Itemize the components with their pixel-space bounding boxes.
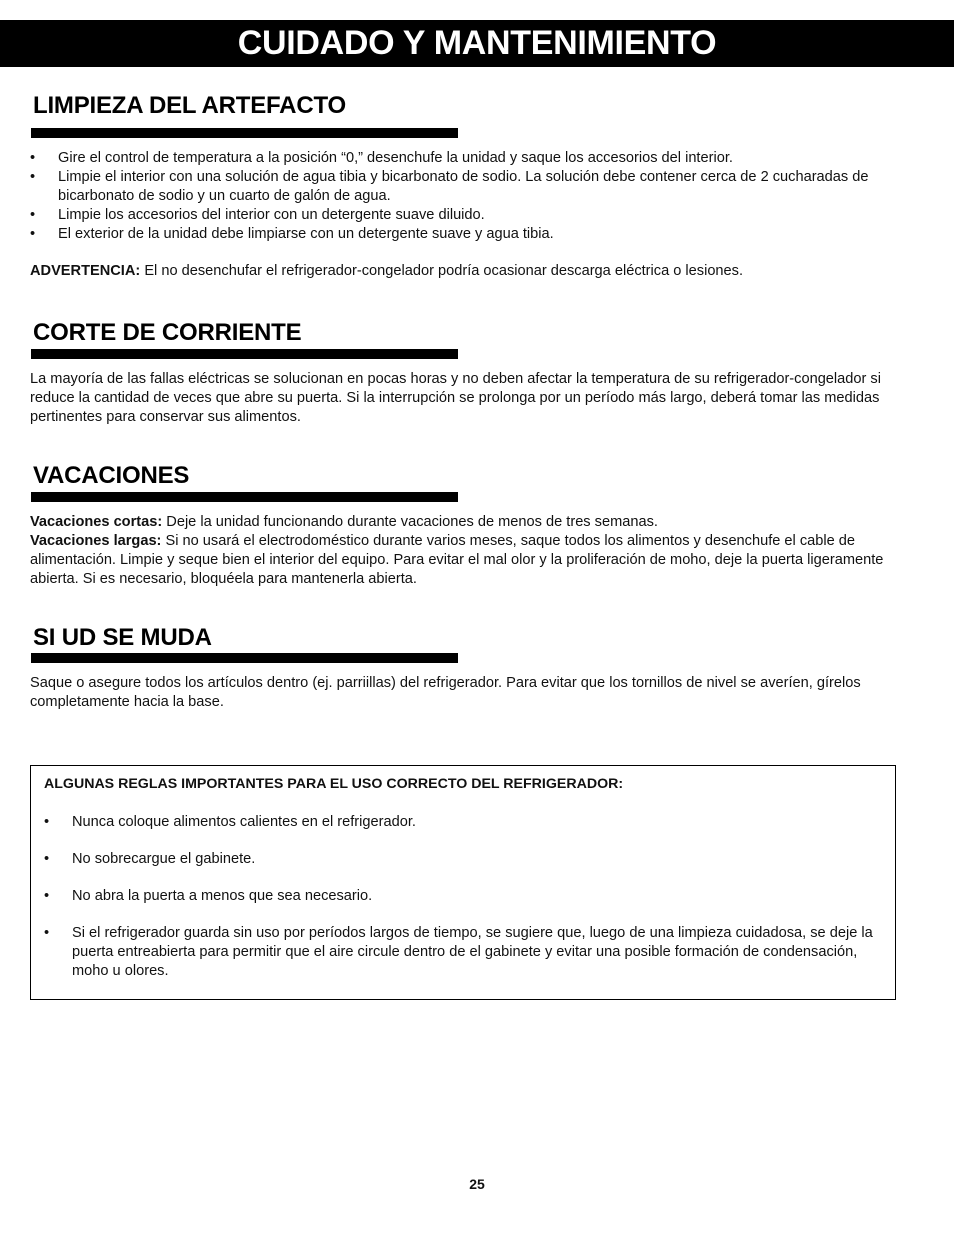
power-outage-paragraph: La mayoría de las fallas eléctricas se solucionan en pocas horas y no deben afectar la temperatura de su refrigerador-congelador si reduce la cantidad de veces que abre su puerta. Si la interrupción se prolonga por un período más largo, deberá tomar las medidas pertinentes para conservar sus alimentos. (30, 371, 881, 425)
page-title-bar (0, 20, 954, 67)
list-item: • Nunca coloque alimentos calientes en el refrigerador. (44, 814, 416, 830)
warning-paragraph (30, 262, 910, 281)
section-heading-power-outage: CORTE DE CORRIENTE (33, 319, 302, 346)
section-heading-cleaning: LIMPIEZA DEL ARTEFACTO (33, 92, 346, 119)
list-item: • No abra la puerta a menos que sea necesario. (44, 888, 373, 904)
bullet-icon: • (30, 226, 36, 242)
page-title: CUIDADO Y MANTENIMIENTO (237, 24, 717, 62)
bullet-icon: • (30, 207, 36, 223)
list-item: • Si el refrigerador guarda sin uso por períodos largos de tiempo, se sugiere que, luego de una limpieza cuidadosa, se deje la puerta entreabierta para permitir que el aire circule dentro de el gabinete y evitar una posible formación de condensación, moho u olores. (44, 925, 873, 979)
vacation-long-label: Vacaciones largas: (30, 533, 162, 549)
section-rule-power-outage (31, 349, 458, 359)
section-rule-vacation (31, 492, 458, 502)
vacation-short-text: Deje la unidad funcionando durante vacaciones de menos de tres semanas. (162, 514, 658, 530)
important-rules-box (30, 765, 896, 1000)
section-rule-moving (31, 653, 458, 663)
vacation-long-text: Si no usará el electrodoméstico durante varios meses, saque todos los alimentos y desenchufe el cable de alimentación. Limpie y seque bien el interior del equipo. Para evitar el mal olor y la proliferación de moho, deje la puerta ligeramente abierta. Si es necesario, bloquéela para mantenerla abierta. (30, 533, 884, 587)
section-heading-vacation: VACACIONES (33, 462, 190, 489)
bullet-icon: • (44, 888, 50, 904)
cleaning-bullet-list (30, 149, 910, 244)
list-item: • No sobrecargue el gabinete. (44, 851, 256, 867)
warning-text: El no desenchufar el refrigerador-congelador podría ocasionar descarga eléctrica o lesiones. (140, 263, 744, 279)
list-item: • El exterior de la unidad debe limpiarse con un detergente suave y agua tibia. (30, 226, 554, 242)
page-number: 25 (469, 1176, 485, 1192)
vacation-paragraph (30, 513, 910, 589)
section-heading-moving: SI UD SE MUDA (33, 624, 212, 651)
rules-box-title: ALGUNAS REGLAS IMPORTANTES PARA EL USO CORRECTO DEL REFRIGERADOR: (44, 776, 624, 792)
warning-label: ADVERTENCIA: (30, 263, 141, 279)
moving-paragraph: Saque o asegure todos los artículos dentro (ej. parriillas) del refrigerador. Para evitar que los tornillos de nivel se averíen, gírelos completamente hacia la base. (30, 675, 861, 710)
bullet-icon: • (44, 851, 50, 867)
section-rule-cleaning (31, 128, 458, 138)
vacation-short-label: Vacaciones cortas: (30, 514, 163, 530)
bullet-icon: • (30, 150, 36, 166)
rules-bullet-list (44, 813, 874, 999)
list-item: • Limpie los accesorios del interior con un detergente suave diluido. (30, 207, 485, 223)
bullet-icon: • (30, 169, 36, 185)
list-item: • Gire el control de temperatura a la posición “0,” desenchufe la unidad y saque los accesorios del interior. (30, 150, 733, 166)
bullet-icon: • (44, 925, 50, 941)
bullet-icon: • (44, 814, 50, 830)
list-item: • Limpie el interior con una solución de agua tibia y bicarbonato de sodio. La solución debe contener cerca de 2 cucharadas de bicarbonato de sodio y un cuarto de galón de agua. (30, 169, 869, 204)
